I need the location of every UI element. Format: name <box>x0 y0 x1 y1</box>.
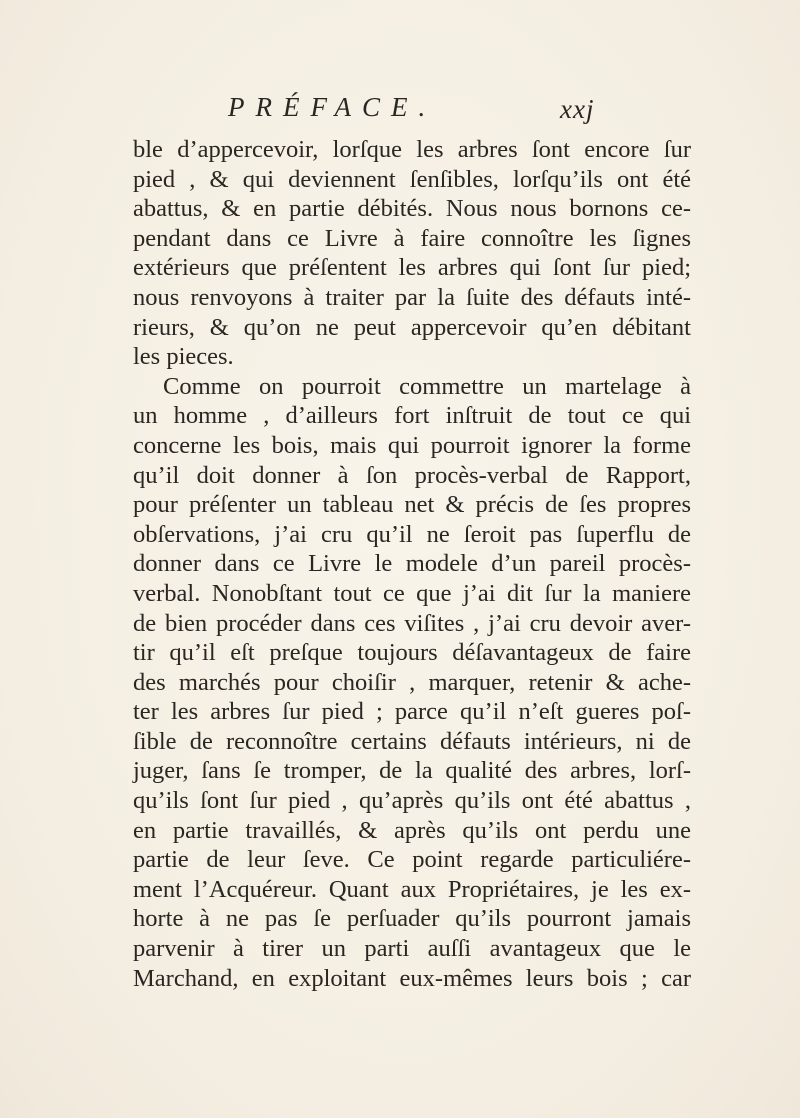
text-line: rieurs, & qu’on ne peut appercevoir qu’en débitant <box>133 313 691 341</box>
running-head <box>0 92 800 132</box>
body-text <box>133 135 691 993</box>
text-line: Marchand, en exploitant eux-mêmes leurs bois ; car <box>133 964 691 992</box>
text-line: concerne les bois, mais qui pourroit ignorer la forme <box>133 431 691 459</box>
text-line: en partie travaillés, & après qu’ils ont perdu une <box>133 816 691 844</box>
text-line: pied , & qui deviennent ſenſibles, lorſqu’ils ont été <box>133 165 691 193</box>
text-line: partie de leur ſeve. Ce point regarde particuliére- <box>133 846 691 874</box>
text-line: ter les arbres ſur pied ; parce qu’il n’eſt gueres poſ- <box>133 698 691 726</box>
text-line: parvenir à tirer un parti auſſi avantageux que le <box>133 935 691 963</box>
text-line: abattus, & en partie débités. Nous nous bornons ce- <box>133 195 691 223</box>
text-line: juger, ſans ſe tromper, de la qualité des arbres, lorſ- <box>133 757 691 785</box>
page-number: xxj <box>560 94 595 124</box>
text-line: pour préſenter un tableau net & précis de ſes propres <box>133 491 691 519</box>
text-line: des marchés pour choiſir , marquer, retenir & ache- <box>133 668 691 696</box>
text-line: verbal. Nonobſtant tout ce que j’ai dit ſur la maniere <box>133 579 691 607</box>
text-line: un homme , d’ailleurs fort inſtruit de tout ce qui <box>133 402 691 430</box>
text-line: qu’ils ſont ſur pied , qu’après qu’ils ont été abattus , <box>133 787 691 815</box>
running-title: PRÉFACE. <box>228 92 437 122</box>
text-line: donner dans ce Livre le modele d’un pareil procès- <box>133 550 691 578</box>
text-line: obſervations, j’ai cru qu’il ne ſeroit pas ſuperflu de <box>133 520 691 548</box>
text-line: pendant dans ce Livre à faire connoître les ſignes <box>133 224 691 252</box>
paragraph-start-line: Comme on pourroit commettre un martelage à <box>163 372 691 400</box>
text-line: extérieurs que préſentent les arbres qui ſont ſur pied; <box>133 254 691 282</box>
text-line: horte à ne pas ſe perſuader qu’ils pourront jamais <box>133 905 691 933</box>
text-line: nous renvoyons à traiter par la ſuite des défauts inté- <box>133 283 691 311</box>
text-line: ſible de reconnoître certains défauts intérieurs, ni de <box>133 727 691 755</box>
text-line: ment l’Acquéreur. Quant aux Propriétaires, je les ex- <box>133 875 691 903</box>
text-line: qu’il doit donner à ſon procès-verbal de Rapport, <box>133 461 691 489</box>
paragraph-end-line: les pieces. <box>133 343 234 371</box>
text-line: tir qu’il eſt preſque toujours déſavantageux de faire <box>133 639 691 667</box>
text-line: de bien procéder dans ces viſites , j’ai cru devoir aver- <box>133 609 691 637</box>
text-line: ble d’appercevoir, lorſque les arbres ſont encore ſur <box>133 136 691 163</box>
